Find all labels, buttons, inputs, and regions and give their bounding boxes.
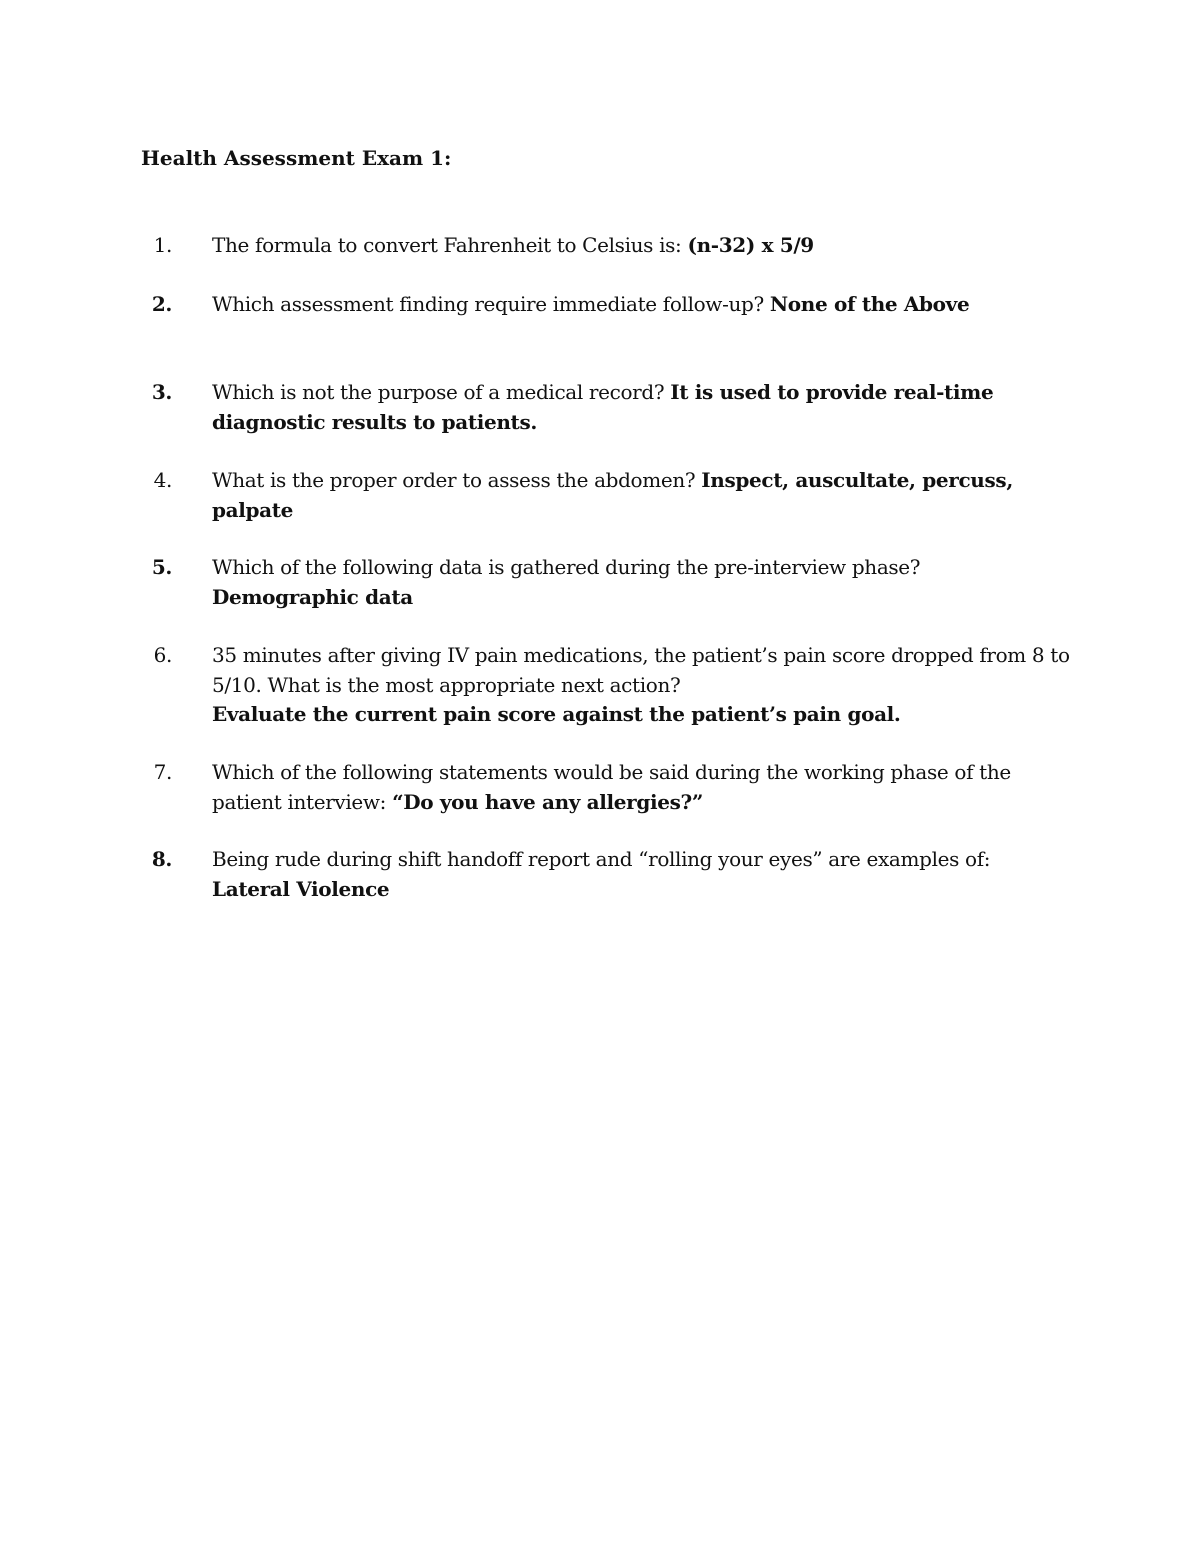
question-text: Being rude during shift handoff report and “rolling your eyes” are examples of: (212, 847, 991, 871)
question-number: 7. (153, 760, 172, 784)
answer-text: It is used to provide real-time diagnostic results to patients. (212, 380, 994, 434)
question-number: 3. (151, 380, 172, 404)
question-3 (141, 378, 1071, 437)
question-2 (141, 290, 1071, 320)
question-7 (141, 758, 1071, 817)
answer-text: Evaluate the current pain score against the patient’s pain goal. (212, 702, 901, 726)
question-text: What is the proper order to assess the abdomen? (212, 468, 702, 492)
question-1 (141, 231, 1071, 261)
question-text: Which assessment finding require immediate follow-up? (212, 292, 770, 316)
question-text: 35 minutes after giving IV pain medications, the patient’s pain score dropped from 8 to 5/10. What is the most appropriate next action? (212, 643, 1070, 697)
question-number: 5. (151, 555, 172, 579)
question-number: 4. (153, 468, 172, 492)
document-title: Health Assessment Exam 1: (141, 146, 452, 170)
question-text: The formula to convert Fahrenheit to Celsius is: (212, 233, 688, 257)
question-4 (141, 466, 1071, 525)
question-text: Which is not the purpose of a medical record? (212, 380, 671, 404)
answer-text: Inspect, auscultate, percuss, palpate (212, 468, 1013, 522)
question-number: 8. (151, 847, 172, 871)
question-text: Which of the following data is gathered during the pre-interview phase? (212, 555, 921, 579)
question-number: 1. (153, 233, 172, 257)
answer-text: Lateral Violence (212, 876, 390, 901)
answer-text: “Do you have any allergies?” (392, 789, 704, 814)
question-number: 2. (151, 292, 172, 316)
question-text: Which of the following statements would be said during the working phase of the patient interview: (212, 760, 1011, 814)
question-number: 6. (153, 643, 172, 667)
question-6 (141, 641, 1071, 730)
question-5 (141, 553, 1071, 612)
question-8 (141, 845, 1071, 904)
answer-text: Demographic data (212, 584, 413, 609)
answer-text: (n-32) x 5/9 (687, 233, 814, 257)
answer-text: None of the Above (769, 292, 970, 316)
